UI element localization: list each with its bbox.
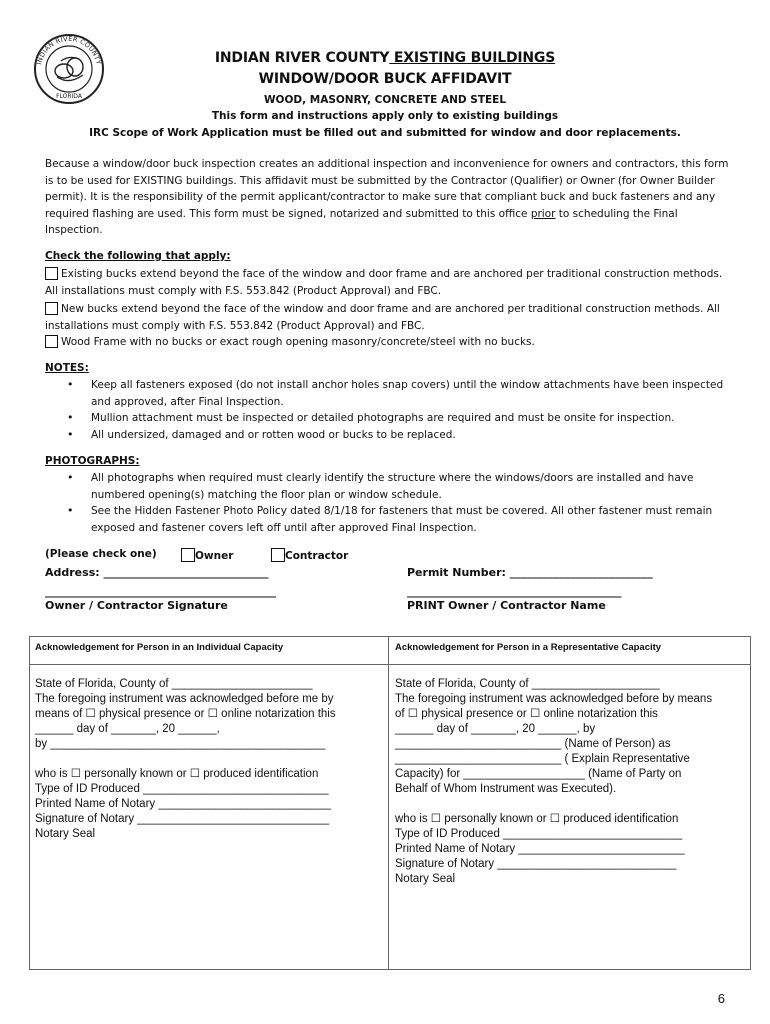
- ack-line: State of Florida, County of ______________________: [35, 678, 313, 690]
- permit-number-field[interactable]: Permit Number: __________________________: [407, 566, 653, 579]
- form-subtitle: WOOD, MASONRY, CONCRETE AND STEEL: [263, 94, 507, 106]
- form-title-line1: [0, 50, 770, 66]
- ack-line: Notary Seal: [35, 828, 96, 840]
- ack-line: Signature of Notary ____________________________: [395, 858, 677, 870]
- table-divider: [29, 664, 751, 665]
- ack-line: The foregoing instrument was acknowledged before by means: [395, 693, 713, 705]
- new-bucks-checkbox[interactable]: [45, 302, 58, 315]
- address-field[interactable]: Address: ______________________________: [45, 566, 269, 579]
- ack-line: who is ☐ personally known or ☐ produced identification: [35, 768, 319, 780]
- owner-label: Owner: [195, 550, 234, 562]
- ack-line: of ☐ physical presence or ☐ online notarization this: [395, 708, 658, 720]
- title-existing-buildings: EXISTING BUILDINGS: [389, 50, 556, 66]
- list-item: • Mullion attachment must be inspected or detailed photographs are required and must be onsite for inspection.: [45, 410, 735, 427]
- svg-text:FLORIDA: FLORIDA: [56, 93, 82, 100]
- ack-line: Capacity) for ___________________ (Name of Party on: [395, 768, 682, 780]
- svg-text:INDIAN RIVER COUNTY: INDIAN RIVER COUNTY: [35, 34, 103, 66]
- ack-line: __________________________ ( Explain Representative: [395, 753, 690, 765]
- option-existing-bucks: [45, 266, 735, 299]
- option-label: Wood Frame with no bucks or exact rough opening masonry/concrete/steel with no bucks.: [61, 336, 535, 348]
- list-item: • All photographs when required must clearly identify the structure where the windows/doors are installed and have numbered opening(s) matching the floor plan or window schedule.: [45, 470, 735, 503]
- intro-text: Because a window/door buck inspection creates an additional inspection and inconvenience for owners and contractors, this form is to be used for EXISTING buildings. This affidavit must be submitted by the Contractor (Qualifier) or Owner (for Owner Builder permit). It is the responsibility of the permit applicant/contractor to make sure that compliant buck and buck fasteners and any required flashing are used. This form must be signed, notarized and submitted to this office: [45, 158, 729, 220]
- contractor-checkbox[interactable]: [271, 548, 285, 562]
- notes-list: [45, 377, 735, 443]
- option-label: New bucks extend beyond the face of the window and door frame and are anchored per traditional construction methods. All installations must comply with F.S. 553.842 (Product Approval) and FBC.: [45, 303, 720, 332]
- title-county: INDIAN RIVER COUNTY: [214, 50, 390, 66]
- contractor-label: Contractor: [285, 550, 349, 562]
- ack-line: ______ day of _______, 20 ______,: [35, 723, 220, 735]
- scope-note: This form and instructions apply only to existing buildings: [211, 110, 559, 122]
- option-label: Existing bucks extend beyond the face of the window and door frame and are anchored per traditional construction methods. All installations must comply with F.S. 553.842 (Product Approval) and FBC.: [45, 268, 723, 297]
- ack-line: The foregoing instrument was acknowledged before me by: [35, 693, 334, 705]
- checklist-heading: Check the following that apply:: [45, 250, 231, 262]
- signature-line[interactable]: __________________________________________: [45, 585, 276, 598]
- individual-capacity-body: [35, 677, 385, 842]
- ack-line: Behalf of Whom Instrument was Executed).: [395, 783, 617, 795]
- form-title-line2: WINDOW/DOOR BUCK AFFIDAVIT: [258, 71, 512, 87]
- ack-line: Notary Seal: [395, 873, 456, 885]
- intro-paragraph: [45, 156, 735, 239]
- existing-bucks-checkbox[interactable]: [45, 267, 58, 280]
- representative-capacity-header: Acknowledgement for Person in a Representative Capacity: [395, 642, 662, 653]
- ack-line: Printed Name of Notary ___________________________: [35, 798, 332, 810]
- ack-line: [395, 797, 747, 812]
- ack-line: [35, 752, 385, 767]
- individual-capacity-header: Acknowledgement for Person in an Individual Capacity: [35, 642, 284, 653]
- owner-option: [181, 548, 233, 562]
- option-wood-frame: [45, 334, 735, 351]
- wood-frame-checkbox[interactable]: [45, 335, 58, 348]
- ack-line: Printed Name of Notary __________________________: [395, 843, 685, 855]
- intro-text-end: to scheduling the Final Inspection.: [45, 207, 678, 236]
- print-name-label: PRINT Owner / Contractor Name: [407, 599, 606, 612]
- page-number: 6: [717, 991, 725, 1006]
- ack-line: Type of ID Produced _____________________________: [35, 783, 329, 795]
- list-item: • Keep all fasteners exposed (do not install anchor holes snap covers) until the window attachments have been inspected and approved, after Final Inspection.: [45, 377, 735, 410]
- photographs-heading: PHOTOGRAPHS:: [45, 455, 140, 467]
- ack-line: ______ day of _______, 20 ______, by: [395, 723, 596, 735]
- intro-prior: prior: [530, 207, 556, 220]
- check-one-label: (Please check one): [45, 548, 157, 560]
- ack-line: Type of ID Produced ____________________________: [395, 828, 683, 840]
- ack-line: means of ☐ physical presence or ☐ online notarization this: [35, 708, 336, 720]
- ack-line: who is ☐ personally known or ☐ produced identification: [395, 813, 679, 825]
- signature-label: Owner / Contractor Signature: [45, 599, 228, 612]
- photographs-list: [45, 470, 735, 536]
- owner-checkbox[interactable]: [181, 548, 195, 562]
- ack-line: State of Florida, County of ____________________: [395, 678, 660, 690]
- list-item: • All undersized, damaged and or rotten wood or bucks to be replaced.: [45, 427, 735, 444]
- list-item: • See the Hidden Fastener Photo Policy dated 8/1/18 for fasteners that must be covered. All other fastener must remain exposed and fastener covers left off until after approved Final Inspection.: [45, 503, 735, 536]
- ack-line: __________________________ (Name of Person) as: [395, 738, 671, 750]
- print-name-line[interactable]: _______________________________________: [407, 585, 622, 598]
- contractor-option: [271, 548, 348, 562]
- ack-line: Signature of Notary ______________________________: [35, 813, 330, 825]
- ack-line: by ___________________________________________: [35, 738, 326, 750]
- application-note: IRC Scope of Work Application must be filled out and submitted for window and door replacements.: [89, 127, 681, 139]
- notes-heading: NOTES:: [45, 362, 89, 374]
- representative-capacity-body: [395, 677, 747, 887]
- table-divider: [388, 636, 389, 970]
- option-new-bucks: [45, 301, 735, 334]
